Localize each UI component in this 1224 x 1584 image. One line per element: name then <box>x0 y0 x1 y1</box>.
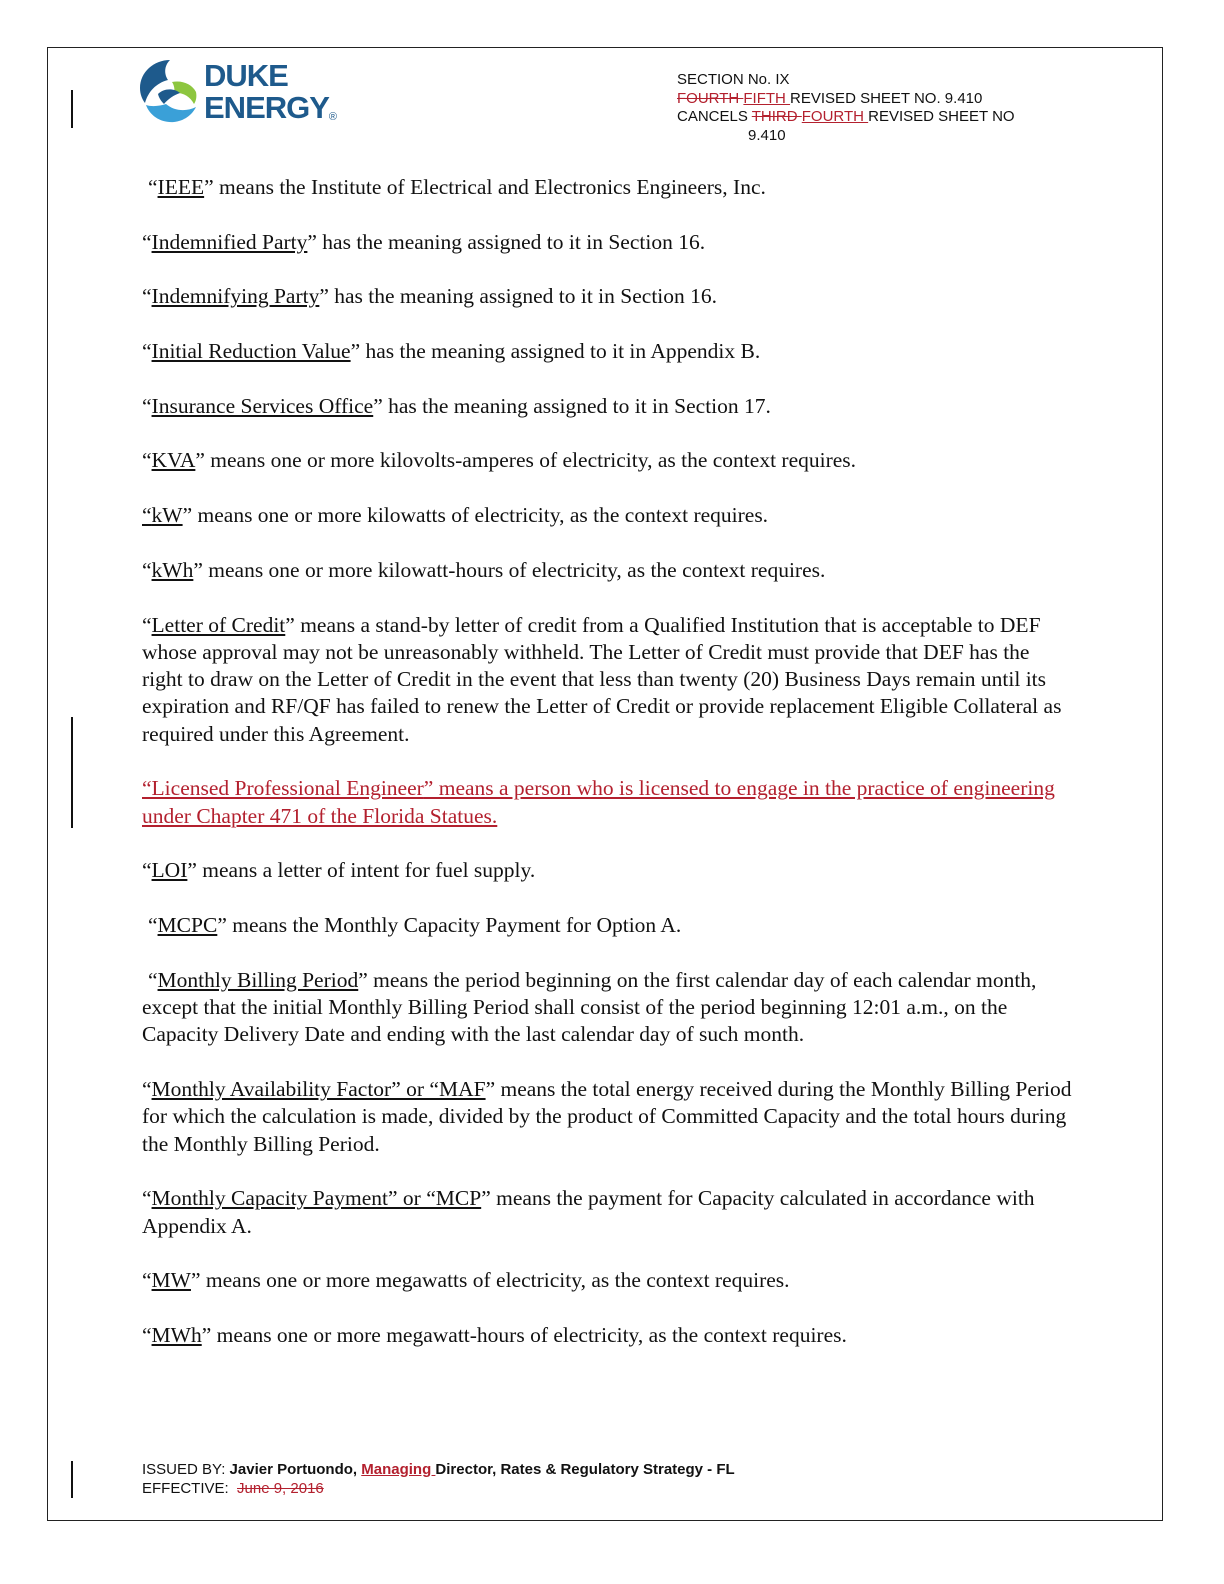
open-quote: “ <box>142 858 152 883</box>
open-quote: “ <box>142 229 152 254</box>
effective-deleted-date: June 9, 2016 <box>237 1479 324 1497</box>
change-bar-licensed-engineer <box>71 717 73 828</box>
open-quote: “ <box>142 284 152 309</box>
definition-loi <box>142 857 1072 884</box>
section-number: SECTION No. IX <box>677 71 790 88</box>
definition-text: ” means the Monthly Capacity Payment for Option A. <box>217 913 682 938</box>
definition-kwh <box>142 557 1072 584</box>
term-mcpc: MCPC <box>157 913 218 938</box>
sheet-header <box>677 71 1015 145</box>
open-quote: “ <box>142 1322 152 1347</box>
cancels-prefix-text: CANCELS <box>677 108 752 125</box>
open-quote: “ <box>148 175 158 199</box>
term-monthly-availability-factor: Monthly Availability Factor” or “MAF <box>151 1077 486 1102</box>
issued-by-label: ISSUED BY: <box>142 1461 230 1478</box>
definition-ieee <box>142 174 1072 201</box>
definition-text: ” has the meaning assigned to it in Appendix B. <box>350 339 761 364</box>
term-kva: KVA <box>151 448 196 473</box>
term-indemnifying-party: Indemnifying Party <box>151 284 320 309</box>
definition-initial-reduction-value <box>142 338 1072 365</box>
definitions-list <box>142 174 1072 1377</box>
logo-text-duke: DUKE <box>204 58 288 93</box>
issued-by-line <box>142 1461 735 1480</box>
definition-monthly-availability-factor <box>142 1076 1072 1158</box>
open-quote: “ <box>142 339 152 364</box>
term-kw: kW <box>151 503 183 528</box>
logo-text-energy <box>204 92 336 123</box>
definition-indemnified-party <box>142 229 1072 256</box>
term-insurance-services-office: Insurance Services Office <box>151 393 374 418</box>
cancels-deleted-text: THIRD <box>751 108 802 125</box>
term-ieee: IEEE <box>157 175 205 199</box>
open-quote: “ <box>148 913 158 938</box>
issuer-name: Javier Portuondo, <box>229 1461 362 1478</box>
term-monthly-billing-period: Monthly Billing Period <box>157 967 359 992</box>
definition-mw <box>142 1267 1072 1294</box>
definition-insurance-services-office <box>142 393 1072 420</box>
definition-kva <box>142 447 1072 474</box>
revised-suffix-text: REVISED SHEET NO. 9.410 <box>790 89 983 107</box>
revised-inserted-text: FIFTH <box>743 89 791 107</box>
open-quote: “ <box>148 967 158 992</box>
change-bar-footer <box>71 1461 73 1498</box>
definition-text: ” means a letter of intent for fuel supply. <box>187 858 536 883</box>
definition-licensed-professional-engineer <box>142 775 1072 830</box>
definition-monthly-billing-period <box>142 967 1072 1049</box>
cancels-sheet-line <box>677 108 1015 127</box>
duke-energy-logo-mark-icon <box>134 56 200 126</box>
definition-text: ” means one or more kilovolts-amperes of electricity, as the context requires. <box>195 448 857 473</box>
effective-label: EFFECTIVE: <box>142 1479 238 1497</box>
definition-mcpc <box>142 912 1072 939</box>
issuer-inserted-text: Managing <box>361 1461 436 1478</box>
cancels-suffix-text: REVISED SHEET NO <box>868 108 1015 125</box>
definition-text: ” means the payment for Capacity calculated in accordance with Appendix A. <box>142 1186 1035 1238</box>
page-footer <box>142 1461 735 1498</box>
definition-text: ” has the meaning assigned to it in Section 16. <box>307 229 706 254</box>
definition-kw <box>142 502 1072 529</box>
term-licensed-professional-engineer: Licensed Professional Engineer <box>151 776 424 801</box>
term-initial-reduction-value: Initial Reduction Value <box>151 339 351 364</box>
revised-sheet-line <box>677 90 1015 109</box>
term-letter-of-credit: Letter of Credit <box>151 612 286 637</box>
definition-indemnifying-party <box>142 283 1072 310</box>
cancels-inserted-text: FOURTH <box>801 108 869 125</box>
issuer-title: Director, Rates & Regulatory Strategy - FL <box>435 1461 735 1478</box>
open-quote: “ <box>142 1077 152 1102</box>
term-mw: MW <box>151 1268 191 1293</box>
term-mwh: MWh <box>151 1322 202 1347</box>
open-quote: “ <box>142 393 152 418</box>
definition-text: ” means one or more megawatt-hours of electricity, as the context requires. <box>201 1322 847 1347</box>
definition-text: ” has the meaning assigned to it in Section 17. <box>373 393 771 418</box>
definition-text: ” means the Institute of Electrical and Electronics Engineers, Inc. <box>204 175 766 199</box>
effective-line <box>142 1480 735 1499</box>
term-loi: LOI <box>151 858 188 883</box>
duke-energy-logo <box>134 56 344 128</box>
revised-deleted-text: FOURTH <box>677 89 744 107</box>
sheet-number: 9.410 <box>748 126 786 144</box>
definition-text: ” means one or more kilowatt-hours of electricity, as the context requires. <box>193 557 826 582</box>
definition-text: ” means a stand-by letter of credit from a Qualified Institution that is acceptable to DEF whose approval may not be unreasonably withheld. The Letter of Credit must provide that DEF has the right to draw on the Letter of Credit in the event that less than twenty (20) Business Days remain until its expiration and RF/QF has failed to renew the Letter of Credit or provide replacement Eligible Collateral as required under this Agreement. <box>142 612 1062 746</box>
definition-text: ” has the meaning assigned to it in Section 16. <box>319 284 718 309</box>
open-quote: “ <box>142 448 152 473</box>
open-quote: “ <box>142 776 152 801</box>
definition-text: ” means a person who is licensed to engage in the practice of engineering under Chapter 471 of the Florida Statues. <box>142 776 1055 828</box>
definition-letter-of-credit <box>142 612 1072 748</box>
change-bar-header <box>71 90 73 128</box>
term-indemnified-party: Indemnified Party <box>151 229 308 254</box>
registered-mark: ® <box>328 111 337 123</box>
logo-text-energy-word: ENERGY <box>204 90 329 125</box>
open-quote: “ <box>142 557 152 582</box>
definition-text: ” means one or more megawatts of electricity, as the context requires. <box>190 1268 790 1293</box>
definition-mwh <box>142 1322 1072 1349</box>
open-quote: “ <box>142 1186 152 1211</box>
open-quote: “ <box>142 1268 152 1293</box>
term-kwh: kWh <box>151 557 194 582</box>
open-quote: “ <box>142 612 152 637</box>
definition-text: ” means the period beginning on the first calendar day of each calendar month, except that the initial Monthly Billing Period shall consist of the period beginning 12:01 a.m., on the Capacity Delivery Date and ending with the last calendar day of such month. <box>142 967 1037 1047</box>
definition-text: ” means the total energy received during the Monthly Billing Period for which the calculation is made, divided by the product of Committed Capacity and the total hours during the Monthly Billing Period. <box>142 1077 1072 1156</box>
term-monthly-capacity-payment: Monthly Capacity Payment” or “MCP <box>151 1186 482 1211</box>
definition-text: ” means one or more kilowatts of electricity, as the context requires. <box>182 503 769 528</box>
definition-monthly-capacity-payment <box>142 1185 1072 1240</box>
open-quote: “ <box>142 503 152 528</box>
